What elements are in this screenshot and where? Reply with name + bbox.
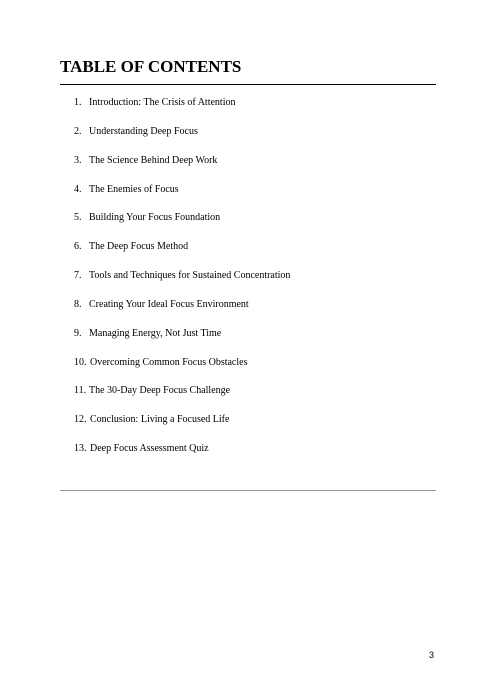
toc-item-10[interactable] [0,356,496,385]
toc-item-number: 6. [74,241,82,253]
toc-item-13[interactable] [0,442,496,471]
toc-item-label: The Deep Focus Method [89,241,189,253]
toc-item-number: 2. [74,125,82,137]
toc-item-1[interactable] [0,96,496,125]
toc-item-label: Overcoming Common Focus Obstacles [90,356,248,368]
toc-item-11[interactable] [0,384,496,413]
toc-item-label: Building Your Focus Foundation [89,212,221,224]
toc-item-4[interactable] [0,183,496,212]
toc-item-number: 13. [74,443,87,455]
toc-item-label: The Science Behind Deep Work [89,154,218,166]
toc-item-number: 5. [74,212,82,224]
toc-heading: TABLE OF CONTENTS [60,57,242,76]
toc-item-label: The 30-Day Deep Focus Challenge [89,385,231,397]
toc-item-number: 12. [74,414,87,426]
heading-divider [60,84,436,85]
toc-item-number: 10. [74,356,87,368]
toc-item-label: Managing Energy, Not Just Time [89,327,222,339]
toc-item-12[interactable] [0,413,496,442]
toc-item-number: 7. [74,270,82,282]
section-divider [60,490,436,491]
toc-item-number: 8. [74,298,82,310]
toc-item-number: 1. [74,97,82,108]
toc-item-3[interactable] [0,154,496,183]
toc-item-2[interactable] [0,125,496,154]
toc-item-5[interactable] [0,211,496,240]
toc-item-label: The Enemies of Focus [89,183,179,195]
toc-item-6[interactable] [0,240,496,269]
toc-item-label: Conclusion: Living a Focused Life [90,414,230,426]
toc-item-label: Creating Your Ideal Focus Environment [89,298,249,310]
toc-item-7[interactable] [0,269,496,298]
toc-item-label: Deep Focus Assessment Quiz [90,443,209,455]
toc-item-number: 3. [74,154,82,166]
toc-item-number: 4. [74,183,82,195]
toc-list [0,96,496,471]
toc-item-number: 11. [74,385,87,397]
page-number: 3 [428,650,434,660]
toc-item-label: Tools and Techniques for Sustained Concentration [89,270,291,282]
toc-item-9[interactable] [0,327,496,356]
toc-item-label: Introduction: The Crisis of Attention [89,97,236,108]
toc-item-label: Understanding Deep Focus [89,125,198,137]
toc-item-8[interactable] [0,298,496,327]
toc-item-number: 9. [74,327,82,339]
